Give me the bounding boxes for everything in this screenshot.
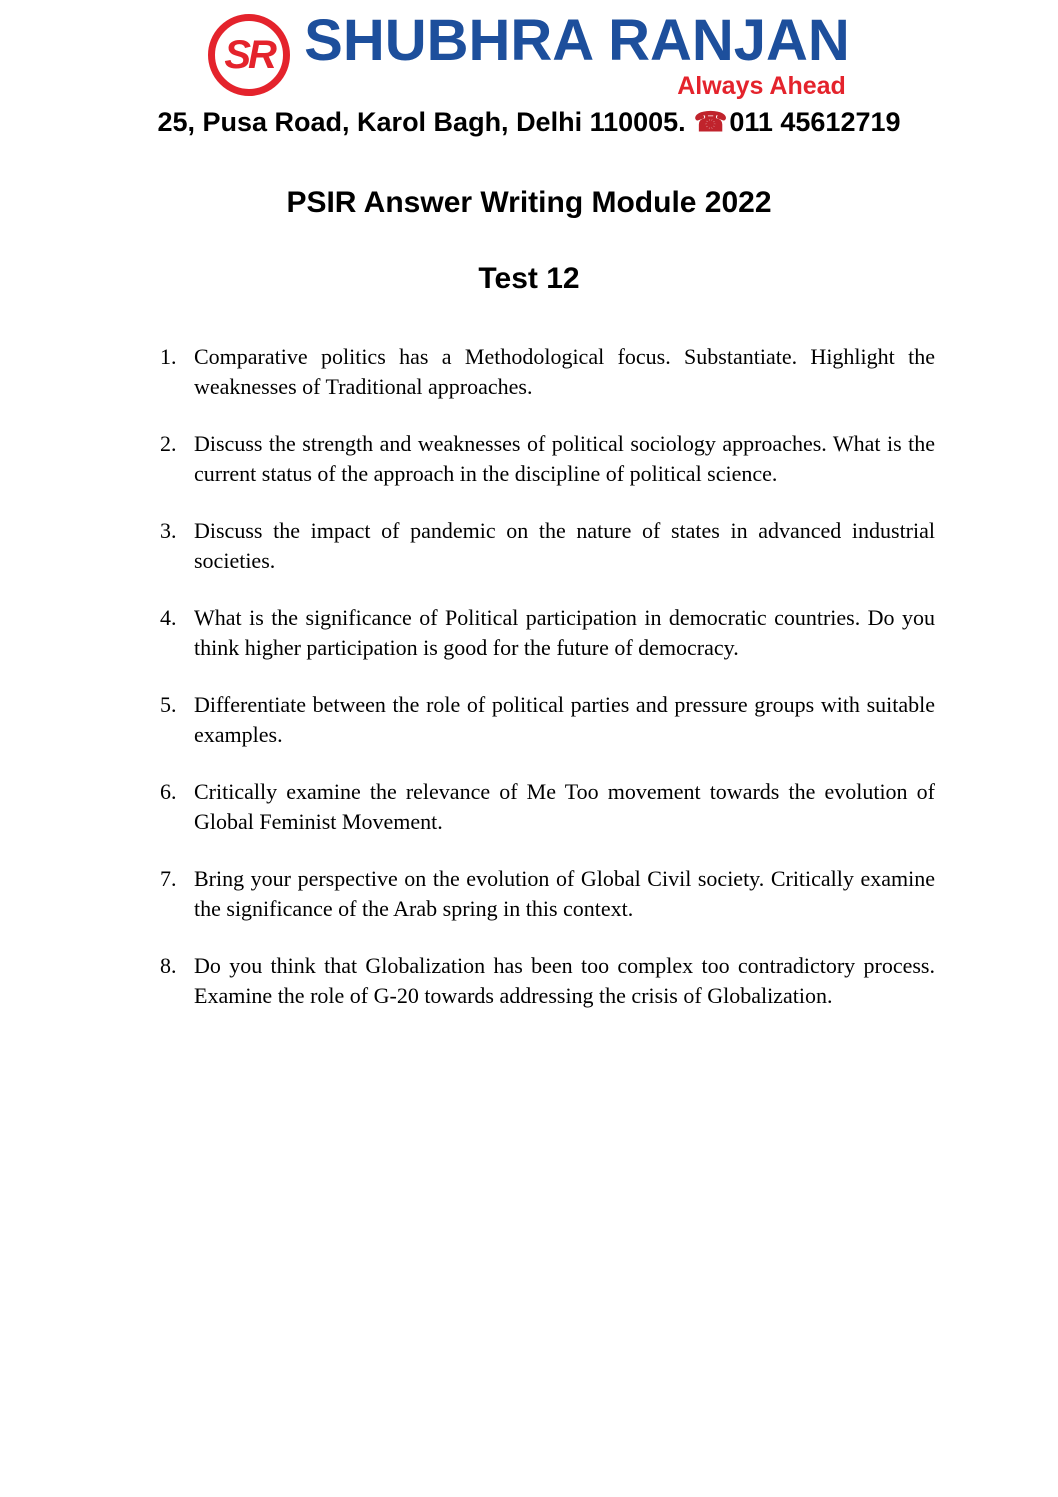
sr-logo-text: SR bbox=[224, 33, 274, 77]
question-item bbox=[160, 603, 935, 663]
question-number: 6. bbox=[160, 779, 177, 804]
question-text: Critically examine the relevance of Me Too movement towards the evolution of Global Feminist Movement. bbox=[194, 779, 935, 834]
question-number: 5. bbox=[160, 692, 177, 717]
address-text: 25, Pusa Road, Karol Bagh, Delhi 110005. bbox=[157, 107, 686, 137]
question-number: 4. bbox=[160, 605, 177, 630]
page-title: PSIR Answer Writing Module 2022 bbox=[286, 186, 772, 219]
question-item bbox=[160, 516, 935, 576]
question-number: 3. bbox=[160, 518, 177, 543]
question-text: Comparative politics has a Methodological focus. Substantiate. Highlight the weaknesses of Traditional approaches. bbox=[194, 344, 935, 399]
phone-icon: ☎ bbox=[693, 107, 728, 137]
question-number: 7. bbox=[160, 866, 177, 891]
question-item bbox=[160, 690, 935, 750]
test-number: Test 12 bbox=[478, 262, 580, 295]
sr-logo-icon bbox=[208, 14, 290, 96]
question-text: Discuss the impact of pandemic on the nature of states in advanced industrial societies. bbox=[194, 518, 935, 573]
phone-number: 011 45612719 bbox=[729, 107, 901, 137]
question-list bbox=[0, 342, 1058, 1011]
question-text: Differentiate between the role of political parties and pressure groups with suitable examples. bbox=[194, 692, 935, 747]
question-text: What is the significance of Political participation in democratic countries. Do you think higher participation is good for the future of democracy. bbox=[194, 605, 935, 660]
question-text: Do you think that Globalization has been too complex too contradictory process. Examine the role of G-20 towards addressing the crisis of Globalization. bbox=[194, 953, 935, 1008]
address-line bbox=[0, 107, 1058, 138]
question-number: 2. bbox=[160, 431, 177, 456]
question-item bbox=[160, 864, 935, 924]
brand-tagline: Always Ahead bbox=[677, 72, 846, 100]
question-item bbox=[160, 429, 935, 489]
question-text: Bring your perspective on the evolution of Global Civil society. Critically examine the significance of the Arab spring in this context. bbox=[194, 866, 935, 921]
brand-name: SHUBHRA RANJAN bbox=[304, 8, 850, 73]
question-number: 1. bbox=[160, 344, 177, 369]
question-item bbox=[160, 342, 935, 402]
question-text: Discuss the strength and weaknesses of political sociology approaches. What is the current status of the approach in the discipline of political science. bbox=[194, 431, 935, 486]
letterhead bbox=[0, 0, 1058, 138]
question-number: 8. bbox=[160, 953, 177, 978]
brand-block bbox=[304, 8, 850, 101]
question-item bbox=[160, 777, 935, 837]
logo-row bbox=[208, 8, 850, 101]
question-item bbox=[160, 951, 935, 1011]
